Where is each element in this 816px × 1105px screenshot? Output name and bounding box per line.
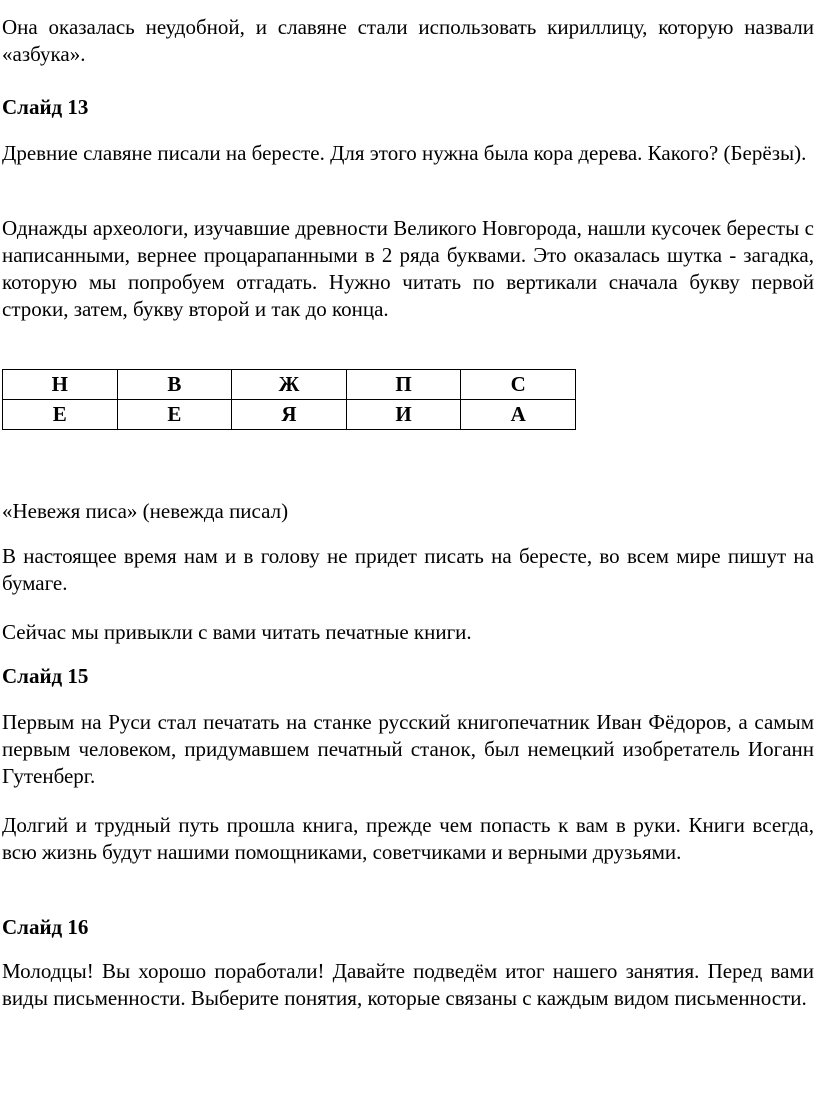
paragraph-paper: В настоящее время нам и в голову не придет писать на бересте, во всем мире пишут на бумаге.	[2, 544, 814, 595]
heading-slide-13: Слайд 13	[2, 95, 89, 119]
table-cell: С	[461, 370, 576, 400]
table-cell: А	[461, 400, 576, 430]
paragraph-puzzle-answer: «Невежя писа» (невежда писал)	[2, 499, 289, 523]
paragraph-long-path: Долгий и трудный путь прошла книга, прежде чем попасть к вам в руки. Книги всегда, всю жизнь будут нашими помощниками, советчиками и верными друзьями.	[2, 813, 814, 864]
letter-puzzle-table	[2, 369, 576, 430]
paragraph-summary: Молодцы! Вы хорошо поработали! Давайте подведём итог нашего занятия. Перед вами виды письменности. Выберите понятия, которые связаны с каждым видом письменности.	[2, 959, 814, 1010]
heading-slide-16: Слайд 16	[2, 915, 89, 939]
paragraph-printed-books: Сейчас мы привыкли с вами читать печатные книги.	[2, 620, 472, 644]
table-cell: П	[346, 370, 461, 400]
table-row	[3, 400, 576, 430]
paragraph-cyrillic-azbuka: Она оказалась неудобной, и славяне стали использовать кириллицу, которую назвали «азбука».	[2, 15, 814, 66]
table-cell: Я	[232, 400, 347, 430]
heading-slide-15: Слайд 15	[2, 664, 89, 688]
table-cell: В	[117, 370, 232, 400]
table-cell: Е	[3, 400, 118, 430]
table-cell: Е	[117, 400, 232, 430]
table-row	[3, 370, 576, 400]
paragraph-birch-bark: Древние славяне писали на бересте. Для этого нужна была кора дерева. Какого? (Берёзы).	[2, 141, 807, 165]
paragraph-fedorov-gutenberg: Первым на Руси стал печатать на станке русский книгопечатник Иван Фёдоров, а самым первым человеком, придумавшем печатный станок, был немецкий изобретатель Иоганн Гутенберг.	[2, 710, 814, 788]
paragraph-archaeologists: Однажды археологи, изучавшие древности Великого Новгорода, нашли кусочек бересты с написанными, вернее процарапанными в 2 ряда буквами. Это оказалась шутка - загадка, которую мы попробуем отгадать. Нужно читать по вертикали сначала букву первой строки, затем, букву второй и так до конца.	[2, 216, 814, 321]
table-cell: Ж	[232, 370, 347, 400]
table-cell: И	[346, 400, 461, 430]
table-cell: Н	[3, 370, 118, 400]
